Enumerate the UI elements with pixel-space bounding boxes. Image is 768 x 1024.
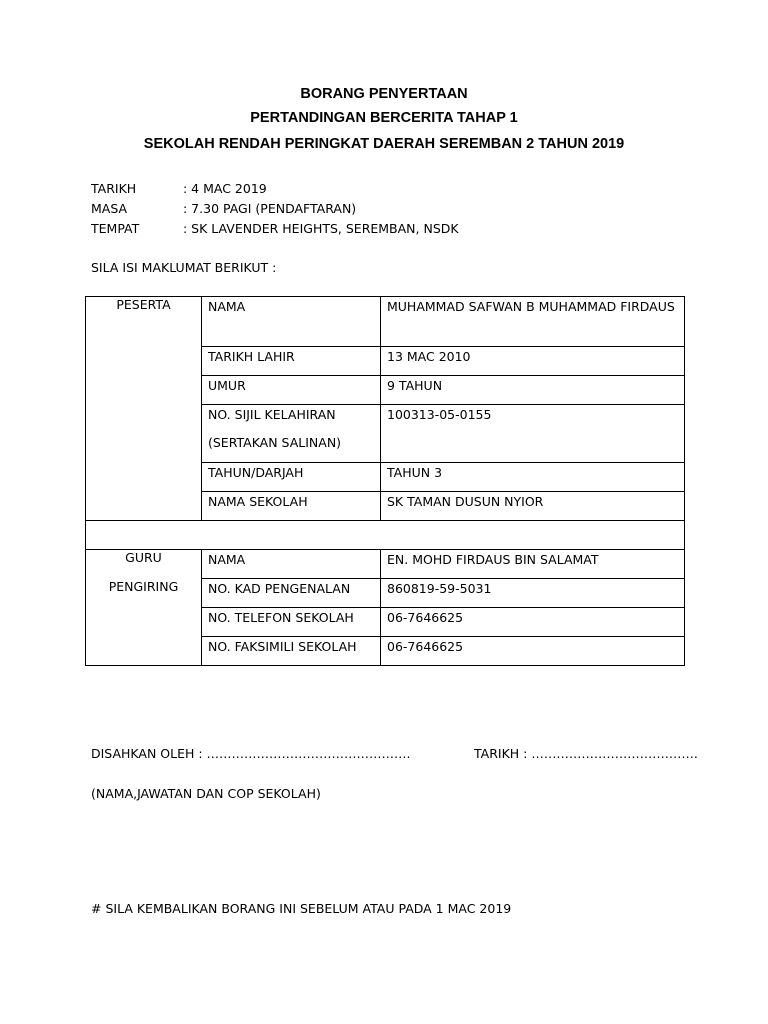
info-label: TARIKH [91, 181, 137, 196]
row-label-multi [202, 405, 381, 463]
peserta-group-label: PESERTA [86, 297, 202, 521]
table-spacer-row [86, 521, 685, 550]
form-title: BORANG PENYERTAAN [300, 86, 468, 102]
spacer-cell [86, 521, 685, 550]
table-row [86, 297, 685, 347]
competition-title: PERTANDINGAN BERCERITA TAHAP 1 [250, 110, 518, 126]
return-deadline-note: # SILA KEMBALIKAN BORANG INI SEBELUM ATAU PADA 1 MAC 2019 [91, 901, 512, 916]
row-label-note: (SERTAKAN SALINAN) [208, 435, 342, 450]
row-value: 06-7646625 [381, 637, 685, 666]
name-position-note: (NAMA,JAWATAN DAN COP SEKOLAH) [91, 786, 321, 801]
row-label: NAMA [202, 297, 381, 347]
row-value: 06-7646625 [381, 608, 685, 637]
info-value: : SK LAVENDER HEIGHTS, SEREMBAN, NSDK [183, 221, 459, 236]
row-value: TAHUN 3 [381, 463, 685, 492]
instruction-text: SILA ISI MAKLUMAT BERIKUT : [91, 260, 277, 275]
row-label: NO. TELEFON SEKOLAH [202, 608, 381, 637]
row-label: TARIKH LAHIR [202, 347, 381, 376]
registration-table [85, 296, 685, 666]
row-value: 13 MAC 2010 [381, 347, 685, 376]
row-value: MUHAMMAD SAFWAN B MUHAMMAD FIRDAUS [381, 297, 685, 347]
table-row [86, 550, 685, 579]
row-label: NAMA SEKOLAH [202, 492, 381, 521]
event-subtitle: SEKOLAH RENDAH PERINGKAT DAERAH SEREMBAN 2 TAHUN 2019 [143, 136, 625, 152]
info-row-tarikh [91, 181, 267, 196]
guru-group-line1: GURU [125, 550, 162, 565]
row-value: EN. MOHD FIRDAUS BIN SALAMAT [381, 550, 685, 579]
info-label: MASA [91, 201, 128, 216]
row-value: SK TAMAN DUSUN NYIOR [381, 492, 685, 521]
row-label: TAHUN/DARJAH [202, 463, 381, 492]
row-label: UMUR [202, 376, 381, 405]
approved-by-line: DISAHKAN OLEH : …………………………………………. [91, 746, 411, 761]
guru-group-label [86, 550, 202, 666]
info-value: : 4 MAC 2019 [183, 181, 267, 196]
info-row-tempat [91, 221, 459, 236]
info-row-masa [91, 201, 356, 216]
row-label: NAMA [202, 550, 381, 579]
info-label: TEMPAT [91, 221, 140, 236]
info-value: : 7.30 PAGI (PENDAFTARAN) [183, 201, 357, 216]
row-label: NO. FAKSIMILI SEKOLAH [202, 637, 381, 666]
row-value: 860819-59-5031 [381, 579, 685, 608]
row-label: NO. SIJIL KELAHIRAN [208, 407, 336, 422]
row-label: NO. KAD PENGENALAN [202, 579, 381, 608]
guru-group-line2: PENGIRING [108, 579, 179, 594]
date-line: TARIKH : …………………………………. [474, 746, 698, 761]
row-value: 100313-05-0155 [381, 405, 685, 463]
row-value: 9 TAHUN [381, 376, 685, 405]
